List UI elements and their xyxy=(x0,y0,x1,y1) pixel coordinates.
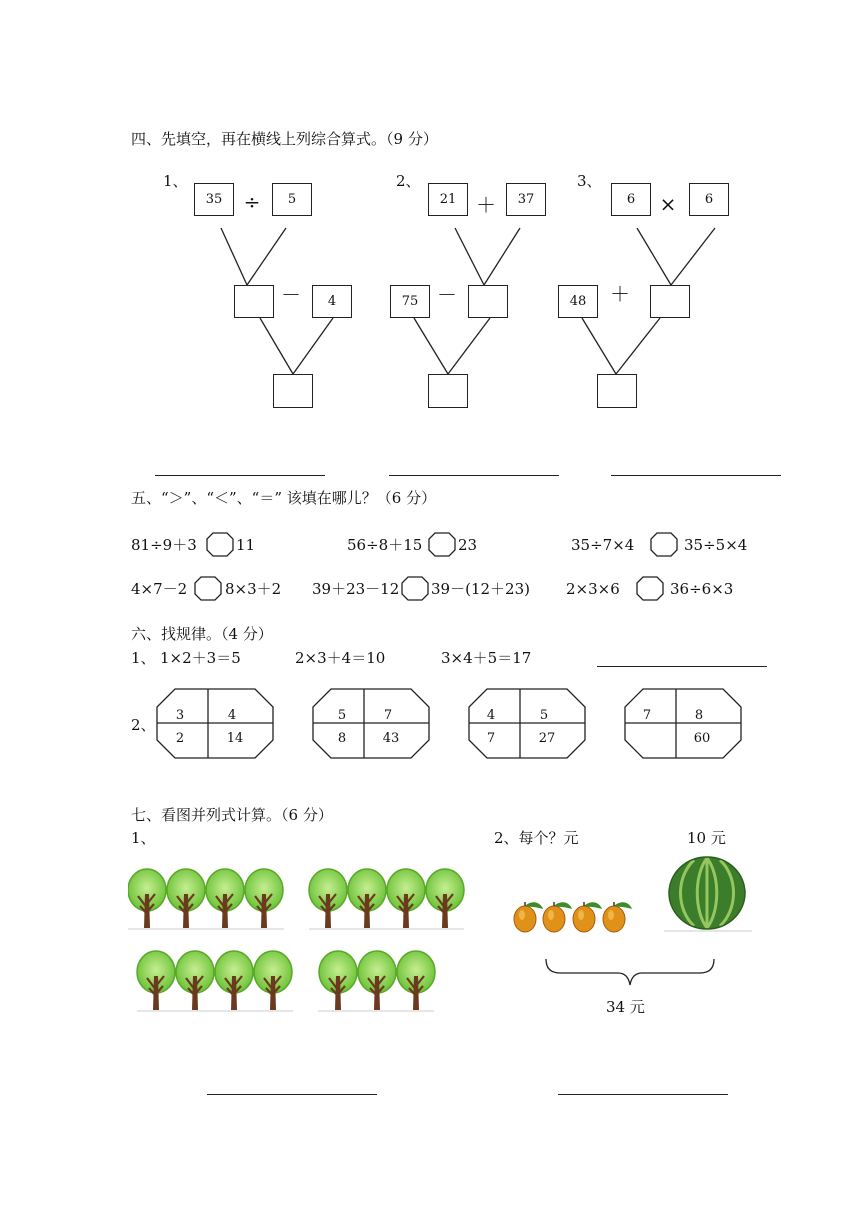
octagon-grid-4 xyxy=(623,688,743,759)
tree2-index: 2、 xyxy=(396,172,421,190)
tree2-mid-left-box: 75 xyxy=(390,285,430,318)
tree1-top-left-box: 35 xyxy=(194,183,234,216)
compare-6-left: 2×3×6 xyxy=(566,580,620,598)
grid4-top-right: 8 xyxy=(694,708,704,723)
compare-5-right: 39－(12＋23) xyxy=(431,580,530,598)
pattern-item-3: 3×4＋5＝17 xyxy=(441,649,532,667)
grid3-bottom-left: 7 xyxy=(486,731,496,746)
tree1-mid-right-box: 4 xyxy=(312,285,352,318)
pattern-answer-line[interactable] xyxy=(597,666,767,667)
tree2-top-left-box: 21 xyxy=(428,183,468,216)
compare-3-right: 35÷5×4 xyxy=(684,536,748,554)
tree3-index: 3、 xyxy=(577,172,602,190)
grid1-top-left: 3 xyxy=(175,708,185,723)
total-brace xyxy=(540,955,722,989)
compare-2-circle[interactable] xyxy=(428,532,456,557)
oranges-illustration xyxy=(512,895,640,935)
tree3-top-right-box: 6 xyxy=(689,183,729,216)
grid4-top-left: 7 xyxy=(642,708,652,723)
grid2-bottom-right: 43 xyxy=(382,731,400,746)
grid3-bottom-right: 27 xyxy=(538,731,556,746)
watermelon-price: 10 元 xyxy=(687,829,726,847)
compare-3-left: 35÷7×4 xyxy=(571,536,635,554)
compare-2-left: 56÷8＋15 xyxy=(347,536,423,554)
section4-title: 四、先填空，再在横线上列综合算式。（9 分） xyxy=(131,130,438,148)
tree3-mid-operator: ＋ xyxy=(610,282,630,306)
section4-tree-lines xyxy=(0,0,860,480)
tree1-result-answer-box[interactable] xyxy=(273,374,313,408)
compare-1-left: 81÷9＋3 xyxy=(131,536,197,554)
q1-answer-line[interactable] xyxy=(207,1094,377,1095)
pattern-item-1: 1×2＋3＝5 xyxy=(160,649,241,667)
tree2-answer-line[interactable] xyxy=(389,475,559,476)
q2-answer-line[interactable] xyxy=(558,1094,728,1095)
tree1-top-right-box: 5 xyxy=(272,183,312,216)
grid1-bottom-left: 2 xyxy=(175,731,185,746)
compare-5-left: 39＋23－12 xyxy=(312,580,400,598)
tree3-top-left-box: 6 xyxy=(611,183,651,216)
octagon-grid-2 xyxy=(311,688,431,759)
grid2-top-left: 5 xyxy=(337,708,347,723)
grid4-bottom-right: 60 xyxy=(693,731,711,746)
section6-q2-index: 2、 xyxy=(131,716,156,734)
total-price: 34 元 xyxy=(606,998,645,1016)
compare-1-right: 11 xyxy=(236,536,256,554)
compare-4-circle[interactable] xyxy=(194,576,222,601)
section7-title: 七、看图并列式计算。（6 分） xyxy=(131,806,333,824)
compare-5-circle[interactable] xyxy=(401,576,429,601)
grid3-top-right: 5 xyxy=(539,708,549,723)
grid2-bottom-left: 8 xyxy=(337,731,347,746)
tree2-result-answer-box[interactable] xyxy=(428,374,468,408)
tree3-mid-right-answer-box[interactable] xyxy=(650,285,690,318)
tree2-top-right-box: 37 xyxy=(506,183,546,216)
tree1-answer-line[interactable] xyxy=(155,475,325,476)
grid2-top-right: 7 xyxy=(383,708,393,723)
compare-6-circle[interactable] xyxy=(636,576,664,601)
tree1-mid-operator: － xyxy=(281,283,301,307)
section7-q1-index: 1、 xyxy=(131,829,156,847)
pattern-item-2: 2×3＋4＝10 xyxy=(295,649,386,667)
trees-illustration xyxy=(128,862,468,1018)
tree1-top-operator: ÷ xyxy=(243,190,261,214)
compare-2-right: 23 xyxy=(458,536,478,554)
tree2-top-operator: ＋ xyxy=(476,193,496,217)
tree1-mid-left-answer-box[interactable] xyxy=(234,285,274,318)
section7-q2-label: 2、每个？元 xyxy=(494,829,579,847)
tree2-mid-right-answer-box[interactable] xyxy=(468,285,508,318)
tree1-index: 1、 xyxy=(163,172,188,190)
octagon-grid-1 xyxy=(155,688,275,759)
grid1-bottom-right: 14 xyxy=(226,731,244,746)
grid3-top-left: 4 xyxy=(486,708,496,723)
compare-6-right: 36÷6×3 xyxy=(670,580,734,598)
section6-title: 六、找规律。（4 分） xyxy=(131,625,273,643)
tree2-mid-operator: － xyxy=(437,283,457,307)
compare-1-circle[interactable] xyxy=(206,532,234,557)
tree3-result-answer-box[interactable] xyxy=(597,374,637,408)
tree3-mid-left-box: 48 xyxy=(558,285,598,318)
watermelon-illustration xyxy=(664,855,754,935)
compare-3-circle[interactable] xyxy=(650,532,678,557)
tree3-top-operator: × xyxy=(659,192,677,216)
section5-title: 五、“＞”、“＜”、“＝” 该填在哪儿？（6 分） xyxy=(131,489,437,507)
compare-4-right: 8×3＋2 xyxy=(225,580,282,598)
compare-4-left: 4×7－2 xyxy=(131,580,188,598)
tree3-answer-line[interactable] xyxy=(611,475,781,476)
grid1-top-right: 4 xyxy=(227,708,237,723)
octagon-grid-3 xyxy=(467,688,587,759)
section6-q1-index: 1、 xyxy=(131,649,156,667)
